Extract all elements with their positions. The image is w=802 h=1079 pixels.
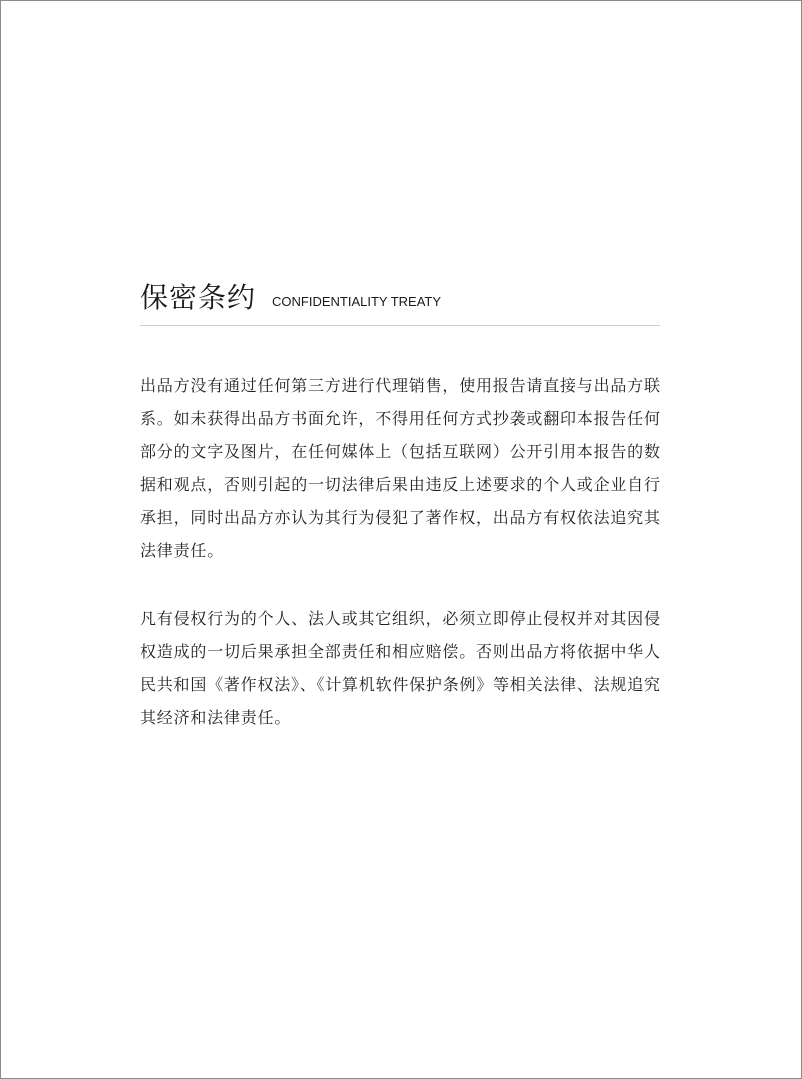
paragraph-line: 承担，同时出品方亦认为其行为侵犯了著作权，出品方有权依法追究其 xyxy=(140,508,660,527)
paragraph-line: 系。如未获得出品方书面允许，不得用任何方式抄袭或翻印本报告任何 xyxy=(140,409,660,428)
paragraph-line: 权造成的一切后果承担全部责任和相应赔偿。否则出品方将依据中华人 xyxy=(140,642,660,661)
paragraph-line: 法律责任。 xyxy=(140,541,225,560)
paragraph-line: 其经济和法律责任。 xyxy=(140,708,292,727)
paragraph-line: 民共和国《著作权法》、《计算机软件保护条例》等相关法律、法规追究 xyxy=(140,675,660,694)
paragraph-line: 凡有侵权行为的个人、法人或其它组织，必须立即停止侵权并对其因侵 xyxy=(140,609,660,628)
paragraph-line: 部分的文字及图片，在任何媒体上（包括互联网）公开引用本报告的数 xyxy=(140,442,660,461)
title-divider xyxy=(140,325,660,326)
paragraph-line: 据和观点，否则引起的一切法律后果由违反上述要求的个人或企业自行 xyxy=(140,475,660,494)
paragraph-2 xyxy=(140,602,660,734)
paragraph-1 xyxy=(140,369,660,567)
page-title: 保密条约 xyxy=(140,281,257,314)
paragraph-line: 出品方没有通过任何第三方进行代理销售，使用报告请直接与出品方联 xyxy=(140,376,660,395)
page-subtitle: CONFIDENTIALITY TREATY xyxy=(272,294,442,309)
title-block xyxy=(140,276,660,316)
